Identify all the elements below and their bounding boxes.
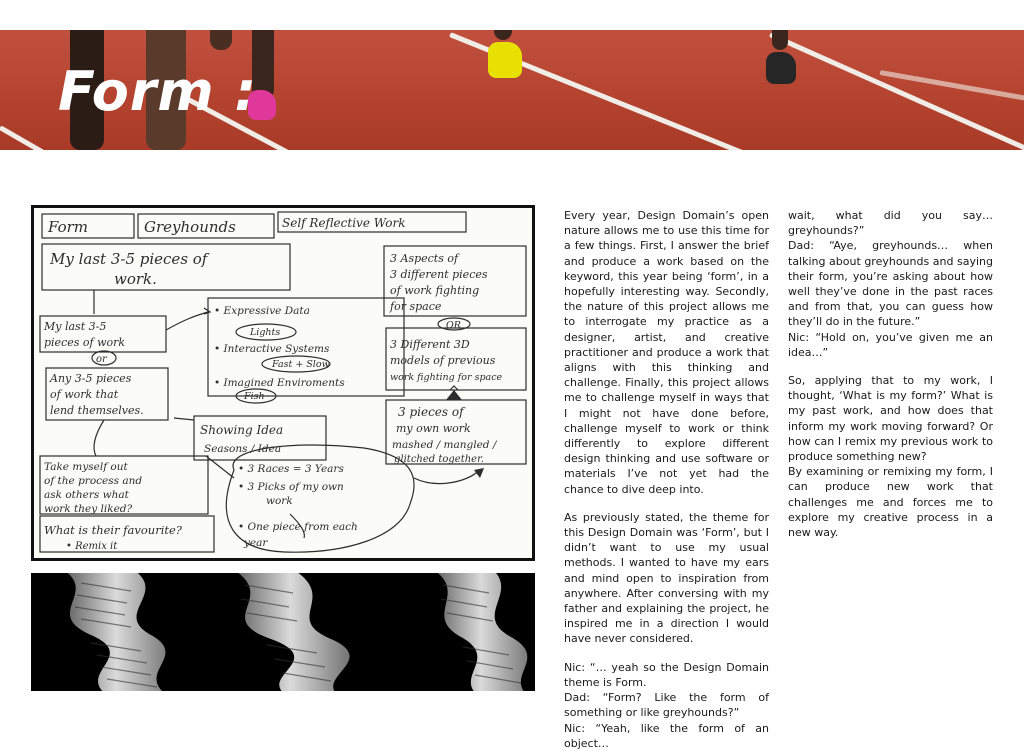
sketch-take-myself: work they liked? [44, 503, 133, 515]
sketch-any-pieces: Any 3-5 pieces [50, 372, 132, 385]
sketch-drawing [34, 208, 532, 558]
runner-leg [494, 30, 512, 40]
paragraph-theme: As previously stated, the theme for this Design Domain was ‘Form’, but I didn’t want to use my usual methods. I wanted to have my ears and mind open to inspiration from anywhere. After conversing with my father and explaining the project, he inspired me in a direction I would have never considered. [564, 510, 769, 646]
sketch-one-piece: year [244, 537, 268, 549]
text-column-1 [564, 208, 769, 751]
sketch-title-greyhounds: Greyhounds [144, 218, 236, 236]
render-form [231, 573, 350, 691]
runner-leg [210, 30, 232, 50]
sketch-races: • 3 Races = 3 Years [238, 463, 344, 475]
twisted-form-renders [31, 573, 535, 691]
paragraph-applying: So, applying that to my work, I thought, ‘What is my form?’ What is my past work, and how does that inform my work moving forward? Or how can I remix my previous work to produce something new? [788, 374, 993, 464]
sketch-three-pieces: 3 pieces of [398, 405, 464, 419]
sketch-take-myself: ask others what [44, 489, 129, 501]
sketch-last-pieces: My last 3-5 pieces of [50, 250, 208, 268]
sketch-models: 3 Different 3D [390, 338, 470, 351]
sketch-picks: • 3 Picks of my own [238, 481, 344, 493]
sketch-aspects: 3 different pieces [390, 268, 488, 281]
sketch-three-pieces: my own work [396, 422, 471, 435]
sketch-any-pieces: of work that [50, 388, 119, 401]
sketch-title-reflective: Self Reflective Work [282, 216, 406, 230]
sketch-take-myself: of the process and [44, 475, 143, 487]
render-form [431, 573, 531, 691]
sketch-models: models of previous [390, 354, 496, 367]
dialogue-line: Nic: “Hold on, you’ve given me an idea…” [788, 330, 993, 359]
dialogue-line: wait, what did you say… greyhounds?” [788, 209, 993, 238]
sketch-last-pieces: work. [114, 270, 157, 288]
sketch-models: work fighting for space [390, 372, 503, 383]
dialogue-line: Dad: “Form? Like the form of something or like greyhounds?” [564, 691, 769, 720]
sketch-three-pieces: glitched together. [394, 454, 484, 465]
track-lane-line [0, 125, 53, 150]
sketch-fish: Fish [244, 391, 265, 402]
paragraph-intro: Every year, Design Domain’s open nature allows me to use this time for a few things. First, I answer the brief and produce a work based on the keyword, this year being ‘form’, in a hopefully interesting way. Secondly, the nature of this project allows me to interrogate my practice as a designer, artist, and creative practitioner and produce a work that aligns with this thinking and challenge. Finally, this project allows me to challenge myself in ways that I might not have done before, challenge myself to work or think differently to explore different design thinking and use software or materials I’ve not yet had the chance to dive deep into. [564, 209, 769, 496]
yellow-shoe [488, 42, 522, 78]
dialogue-line: Dad: “Aye, greyhounds… when talking about greyhounds and saying their form, you’re asking about how well they’ve done in the past races and from that, you can guess how they’ll do in the future.” [788, 239, 993, 329]
sketch-fast-slow: Fast + Slow [272, 359, 330, 370]
sketch-or: or [96, 354, 107, 365]
sketch-seasons-idea: Seasons / Idea [204, 443, 282, 455]
dialogue-line: Nic: “Yeah, like the form of an object… [564, 721, 769, 750]
sketch-one-piece: • One piece from each [238, 521, 358, 533]
sketch-aspects: of work fighting [390, 284, 480, 297]
sketch-aspects: 3 Aspects of [390, 252, 459, 265]
runner-leg [772, 30, 788, 50]
sketch-last-pieces-small: pieces of work [44, 336, 126, 349]
header-banner [0, 30, 1024, 150]
sketch-take-myself: Take myself out [44, 461, 128, 473]
paragraph-examining: By examining or remixing my form, I can produce new work that challenges me and forces me to explore my creative process in a new way. [788, 465, 993, 540]
dark-shoe [766, 52, 796, 84]
track-lane-line [880, 70, 1024, 103]
sketch-showing-idea: Showing Idea [200, 423, 284, 437]
render-form [61, 573, 171, 691]
sketch-title-form: Form [48, 218, 89, 236]
sketch-remix: • Remix it [66, 541, 118, 552]
sketch-aspects: for space [390, 300, 442, 313]
sketch-expressive: • Expressive Data [214, 305, 310, 317]
sketch-interactive: • Interactive Systems [214, 343, 330, 355]
sketch-mind-map [31, 205, 535, 561]
dialogue-line: Nic: “… yeah so the Design Domain theme is Form. [564, 660, 769, 689]
sketch-last-pieces-small: My last 3-5 [44, 320, 107, 333]
sketch-or-2: OR [446, 320, 461, 331]
sketch-picks: work [266, 495, 293, 507]
render-strip [31, 573, 535, 691]
text-column-2 [788, 208, 993, 553]
sketch-any-pieces: lend themselves. [50, 404, 144, 417]
sketch-three-pieces: mashed / mangled / [392, 439, 497, 451]
page-title: Form : [58, 60, 258, 123]
sketch-favourite: What is their favourite? [44, 523, 182, 537]
sketch-imagined: • Imagined Enviroments [214, 377, 345, 389]
sketch-lights: Lights [250, 327, 281, 338]
